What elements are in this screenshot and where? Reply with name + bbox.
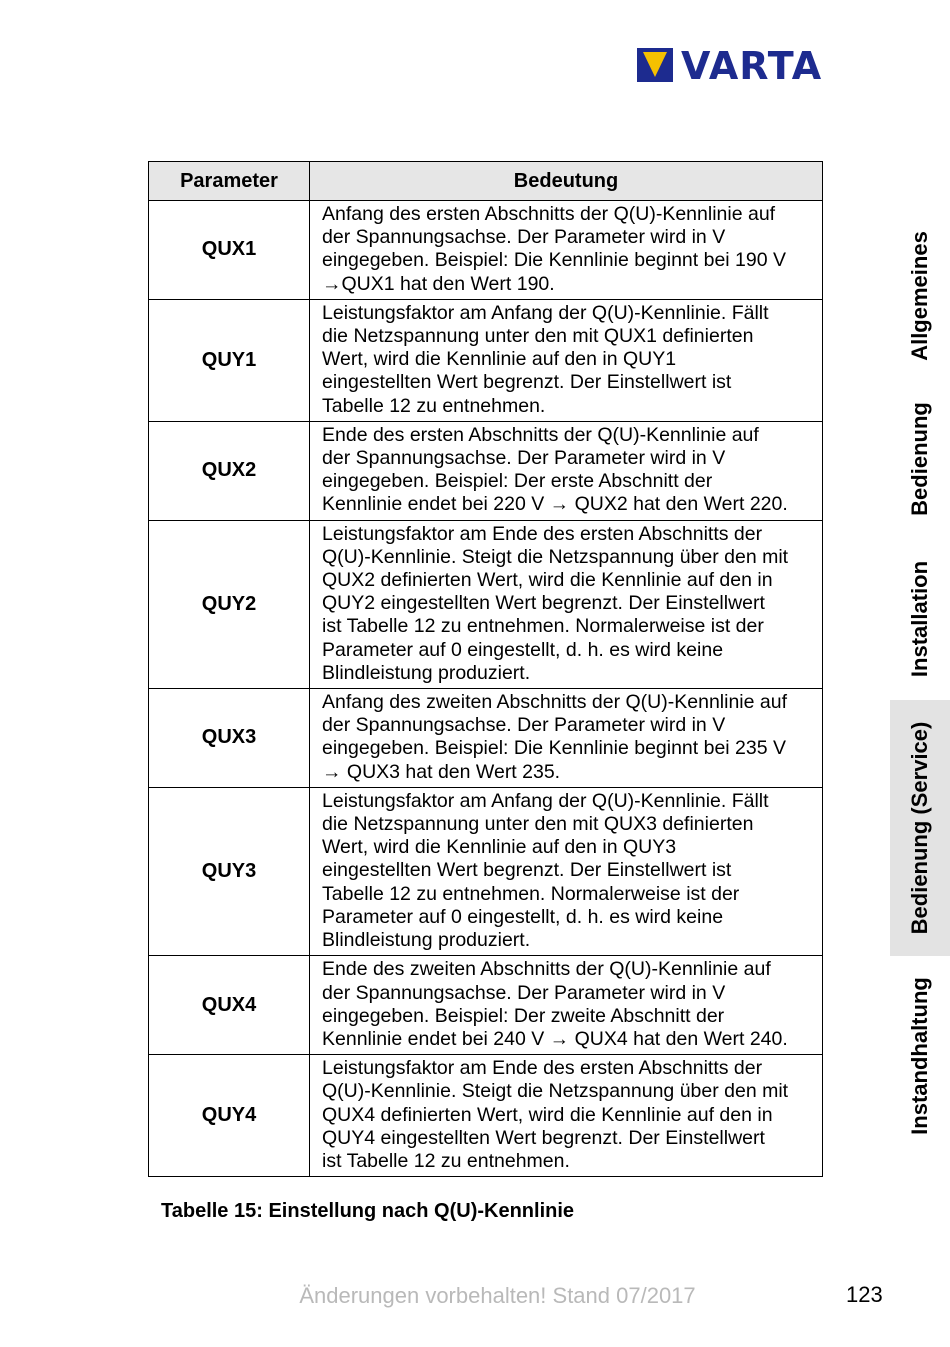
meaning-line: Leistungsfaktor am Anfang der Q(U)-Kennlinie. Fällt bbox=[322, 789, 769, 812]
parameter-name: QUY1 bbox=[149, 299, 310, 421]
parameter-meaning bbox=[310, 421, 823, 520]
meaning-line: Ende des zweiten Abschnitts der Q(U)-Kennlinie auf bbox=[322, 958, 771, 981]
meaning-line: Leistungsfaktor am Ende des ersten Abschnitts der bbox=[322, 522, 763, 545]
table-row bbox=[149, 520, 823, 688]
side-tab-bedienung[interactable] bbox=[890, 380, 950, 538]
parameter-name: QUX2 bbox=[149, 421, 310, 520]
side-tab-label: Installation bbox=[907, 560, 932, 678]
table-row bbox=[149, 787, 823, 955]
meaning-line: eingestellten Wert begrenzt. Der Einstellwert ist bbox=[322, 371, 732, 394]
meaning-line: Tabelle 12 zu entnehmen. bbox=[322, 394, 546, 417]
parameter-name: QUY2 bbox=[149, 520, 310, 688]
table-row bbox=[149, 421, 823, 520]
parameter-name: QUY4 bbox=[149, 1055, 310, 1177]
parameter-name: QUX1 bbox=[149, 201, 310, 300]
footer-note: Änderungen vorbehalten! Stand 07/2017 bbox=[299, 1283, 696, 1308]
parameter-meaning bbox=[310, 787, 823, 955]
meaning-line: eingegeben. Beispiel: Die Kennlinie beginnt bei 235 V bbox=[322, 737, 787, 760]
table-row bbox=[149, 299, 823, 421]
meaning-line: QUY4 eingestellten Wert begrenzt. Der Einstellwert bbox=[322, 1126, 765, 1149]
meaning-line: eingegeben. Beispiel: Der erste Abschnitt der bbox=[322, 470, 713, 493]
meaning-line: Leistungsfaktor am Ende des ersten Abschnitts der bbox=[322, 1057, 763, 1080]
header-parameter: Parameter bbox=[149, 162, 310, 201]
meaning-line: eingegeben. Beispiel: Die Kennlinie beginnt bei 190 V bbox=[322, 249, 787, 272]
meaning-line: QUX4 definierten Wert, wird die Kennlinie auf den in bbox=[322, 1103, 773, 1126]
table-body bbox=[149, 201, 823, 1177]
parameter-name: QUX3 bbox=[149, 689, 310, 788]
side-tab-instandhaltung[interactable] bbox=[890, 956, 950, 1156]
meaning-line: Blindleistung produziert. bbox=[322, 929, 531, 952]
side-tab-label: Instandhaltung bbox=[907, 977, 932, 1135]
meaning-line: ist Tabelle 12 zu entnehmen. Normalerweise ist der bbox=[322, 615, 764, 638]
parameter-table bbox=[148, 161, 823, 1177]
header-bedeutung: Bedeutung bbox=[310, 162, 823, 201]
table-row bbox=[149, 689, 823, 788]
table-row bbox=[149, 956, 823, 1055]
meaning-line: der Spannungsachse. Der Parameter wird in V bbox=[322, 226, 726, 249]
meaning-line: die Netzspannung unter den mit QUX3 definierten bbox=[322, 813, 754, 836]
meaning-line: → QUX3 hat den Wert 235. bbox=[322, 760, 561, 783]
meaning-line: der Spannungsachse. Der Parameter wird in V bbox=[322, 714, 726, 737]
meaning-line: Anfang des zweiten Abschnitts der Q(U)-Kennlinie auf bbox=[322, 691, 788, 714]
meaning-line: eingestellten Wert begrenzt. Der Einstellwert ist bbox=[322, 859, 732, 882]
meaning-line: QUY2 eingestellten Wert begrenzt. Der Einstellwert bbox=[322, 592, 765, 615]
parameter-meaning bbox=[310, 956, 823, 1055]
varta-logo bbox=[637, 44, 842, 88]
meaning-line: die Netzspannung unter den mit QUX1 definierten bbox=[322, 325, 754, 348]
side-tab-allgemeines[interactable] bbox=[890, 212, 950, 380]
side-tab-label: Bedienung bbox=[907, 402, 932, 516]
meaning-line: Leistungsfaktor am Anfang der Q(U)-Kennlinie. Fällt bbox=[322, 301, 769, 324]
side-tab-bedienung-service[interactable] bbox=[890, 700, 950, 956]
table-row bbox=[149, 1055, 823, 1177]
meaning-line: Parameter auf 0 eingestellt, d. h. es wird keine bbox=[322, 905, 724, 928]
meaning-line: Kennlinie endet bei 220 V → QUX2 hat den Wert 220. bbox=[322, 493, 788, 516]
meaning-line: Wert, wird die Kennlinie auf den in QUY3 bbox=[322, 836, 677, 859]
parameter-name: QUY3 bbox=[149, 787, 310, 955]
meaning-line: Ende des ersten Abschnitts der Q(U)-Kennlinie auf bbox=[322, 423, 759, 446]
meaning-line: Q(U)-Kennlinie. Steigt die Netzspannung über den mit bbox=[322, 1080, 789, 1103]
meaning-line: ist Tabelle 12 zu entnehmen. bbox=[322, 1149, 570, 1172]
meaning-line: Wert, wird die Kennlinie auf den in QUY1 bbox=[322, 348, 677, 371]
table-caption: Tabelle 15: Einstellung nach Q(U)-Kennlinie bbox=[161, 1200, 575, 1222]
parameter-meaning bbox=[310, 1055, 823, 1177]
meaning-line: Tabelle 12 zu entnehmen. Normalerweise ist der bbox=[322, 882, 740, 905]
page-number: 123 bbox=[846, 1282, 883, 1307]
meaning-line: Kennlinie endet bei 240 V → QUX4 hat den Wert 240. bbox=[322, 1027, 788, 1050]
parameter-name: QUX4 bbox=[149, 956, 310, 1055]
meaning-line: eingegeben. Beispiel: Der zweite Abschnitt der bbox=[322, 1004, 725, 1027]
meaning-line: QUX2 definierten Wert, wird die Kennlinie auf den in bbox=[322, 569, 773, 592]
parameter-meaning bbox=[310, 299, 823, 421]
logo-text: VARTA bbox=[681, 44, 823, 88]
meaning-line: Blindleistung produziert. bbox=[322, 661, 531, 684]
parameter-meaning bbox=[310, 201, 823, 300]
parameter-meaning bbox=[310, 689, 823, 788]
table-row bbox=[149, 201, 823, 300]
meaning-line: Parameter auf 0 eingestellt, d. h. es wird keine bbox=[322, 638, 724, 661]
varta-logo-mark bbox=[637, 48, 673, 82]
meaning-line: Q(U)-Kennlinie. Steigt die Netzspannung über den mit bbox=[322, 545, 789, 568]
side-tab-label: Bedienung (Service) bbox=[907, 721, 932, 935]
meaning-line: der Spannungsachse. Der Parameter wird in V bbox=[322, 447, 726, 470]
meaning-line: Anfang des ersten Abschnitts der Q(U)-Kennlinie auf bbox=[322, 203, 776, 225]
side-tab-label: Allgemeines bbox=[907, 231, 932, 361]
table-header-row bbox=[149, 162, 823, 201]
parameter-meaning bbox=[310, 520, 823, 688]
meaning-line: →QUX1 hat den Wert 190. bbox=[322, 272, 555, 295]
meaning-line: der Spannungsachse. Der Parameter wird in V bbox=[322, 981, 726, 1004]
side-tab-installation[interactable] bbox=[890, 538, 950, 700]
